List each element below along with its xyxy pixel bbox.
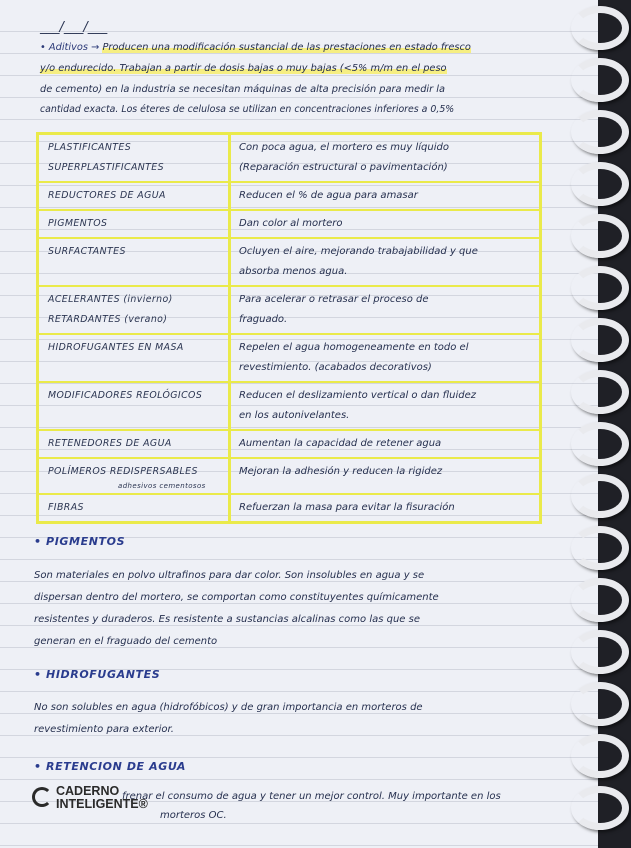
additive-description: Ocluyen el aire, mejorando trabajabilidad y que — [239, 246, 478, 257]
binder-ring — [571, 474, 629, 518]
additive-description-cell — [231, 383, 539, 429]
pigmentos-line: dispersan dentro del mortero, se comportan como constituyentes químicamente — [34, 592, 439, 603]
additive-name: REDUCTORES DE AGUA — [48, 190, 166, 201]
intro-label: • Aditivos → — [40, 42, 100, 53]
additive-note: adhesivos cementosos — [118, 482, 206, 490]
additive-description-cell — [231, 211, 539, 237]
binder-ring — [571, 58, 629, 102]
additive-name-cell — [39, 431, 231, 457]
binder-ring — [571, 214, 629, 258]
additive-description: en los autonivelantes. — [239, 410, 350, 421]
additive-name-cell — [39, 335, 231, 381]
binder-ring — [571, 786, 629, 830]
additive-description: absorba menos agua. — [239, 266, 348, 277]
additive-name: FIBRAS — [48, 502, 84, 513]
intro-line-2: y/o endurecido. Trabajan a partir de dosis bajas o muy bajas (<5% m/m en el peso — [40, 63, 447, 74]
hidrofugantes-line: No son solubles en agua (hidrofóbicos) y de gran importancia en morteros de — [34, 702, 423, 713]
binder-ring — [571, 734, 629, 778]
additive-name: SUPERPLASTIFICANTES — [48, 162, 164, 173]
binder-ring — [571, 630, 629, 674]
hidrofugantes-paragraph — [34, 697, 423, 741]
additive-description: fraguado. — [239, 314, 288, 325]
retencion-line: frenar el consumo de agua y tener un mejor control. Muy importante en los — [122, 791, 501, 802]
pigmentos-line: generan en el fraguado del cemento — [34, 636, 218, 647]
additive-description-cell — [231, 431, 539, 457]
retencion-line: morteros OC. — [160, 810, 227, 821]
additive-description-cell — [231, 287, 539, 333]
additive-name-cell — [39, 211, 231, 237]
binder-ring — [571, 6, 629, 50]
binder-rings — [583, 0, 631, 848]
additive-description-cell — [231, 335, 539, 381]
additive-description: Mejoran la adhesión y reducen la rigidez — [239, 466, 443, 477]
additive-description: Repelen el agua homogeneamente en todo el — [239, 342, 469, 353]
additive-name: HIDROFUGANTES EN MASA — [48, 342, 184, 353]
additive-description: (Reparación estructural o pavimentación) — [239, 162, 448, 173]
additive-name: RETARDANTES (verano) — [48, 314, 168, 325]
logo-mark-icon — [32, 787, 52, 807]
table-row — [39, 287, 539, 335]
table-row — [39, 335, 539, 383]
table-row — [39, 239, 539, 287]
additive-name-cell — [39, 135, 231, 181]
binder-ring — [571, 370, 629, 414]
binder-ring — [571, 578, 629, 622]
intro-line-3: de cemento) en la industria se necesitan máquinas de alta precisión para medir la — [40, 84, 446, 95]
additive-name: PLASTIFICANTES — [48, 142, 132, 153]
additive-description: Con poca agua, el mortero es muy líquido — [239, 142, 449, 153]
table-row — [39, 383, 539, 431]
table-row — [39, 211, 539, 239]
additive-name: RETENEDORES DE AGUA — [48, 438, 172, 449]
additive-description: Reducen el % de agua para amasar — [239, 190, 418, 201]
table-row — [39, 459, 539, 495]
table-row — [39, 135, 539, 183]
intro-text-1: Producen una modificación sustancial de las prestaciones en estado fresco — [102, 42, 471, 53]
additive-description: Refuerzan la masa para evitar la fisuración — [239, 502, 455, 513]
additive-name: SURFACTANTES — [48, 246, 126, 257]
binder-ring — [571, 422, 629, 466]
additive-description: Dan color al mortero — [239, 218, 343, 229]
additive-description: revestimiento. (acabados decorativos) — [239, 362, 432, 373]
hidrofugantes-line: revestimiento para exterior. — [34, 724, 174, 735]
additive-name-cell — [39, 239, 231, 285]
retencion-heading: • RETENCION DE AGUA — [34, 760, 186, 773]
pigmentos-heading: • PIGMENTOS — [34, 535, 126, 548]
hidrofugantes-heading: • HIDROFUGANTES — [34, 668, 161, 681]
binder-ring — [571, 318, 629, 362]
additive-name-cell — [39, 183, 231, 209]
logo-line-2: INTELIGENTE® — [56, 797, 148, 811]
additive-description: Aumentan la capacidad de retener agua — [239, 438, 442, 449]
binder-ring — [571, 162, 629, 206]
additive-description-cell — [231, 239, 539, 285]
additive-name: POLÍMEROS REDISPERSABLES — [48, 466, 198, 477]
binder-ring — [571, 110, 629, 154]
table-row — [39, 183, 539, 211]
date-line: ___/___/___ — [40, 20, 108, 35]
intro-line-1 — [40, 42, 471, 53]
logo-line-1: CADERNO — [56, 784, 120, 798]
additive-description: Para acelerar o retrasar el proceso de — [239, 294, 429, 305]
additive-name: MODIFICADORES REOLÓGICOS — [48, 390, 203, 401]
caderno-inteligente-logo — [32, 783, 172, 813]
additive-name-cell — [39, 495, 231, 521]
additive-name-cell — [39, 383, 231, 429]
table-row — [39, 431, 539, 459]
binder-ring — [571, 266, 629, 310]
binder-ring — [571, 526, 629, 570]
additive-description-cell — [231, 459, 539, 493]
additive-description: Reducen el deslizamiento vertical o dan fluidez — [239, 390, 477, 401]
pigmentos-line: Son materiales en polvo ultrafinos para dar color. Son insolubles en agua y se — [34, 570, 425, 581]
binder-ring — [571, 682, 629, 726]
additive-description-cell — [231, 135, 539, 181]
pigmentos-paragraph — [34, 565, 439, 653]
additive-description-cell — [231, 183, 539, 209]
intro-line-4: cantidad exacta. Los éteres de celulosa se utilizan en concentraciones inferiores a 0,5% — [40, 104, 455, 115]
pigmentos-line: resistentes y duraderos. Es resistente a sustancias alcalinas como las que se — [34, 614, 421, 625]
additive-name: ACELERANTES (invierno) — [48, 294, 173, 305]
additive-name-cell — [39, 287, 231, 333]
additives-table — [36, 132, 542, 524]
table-row — [39, 495, 539, 521]
additive-name-cell — [39, 459, 231, 493]
additive-description-cell — [231, 495, 539, 521]
additive-name: PIGMENTOS — [48, 218, 108, 229]
